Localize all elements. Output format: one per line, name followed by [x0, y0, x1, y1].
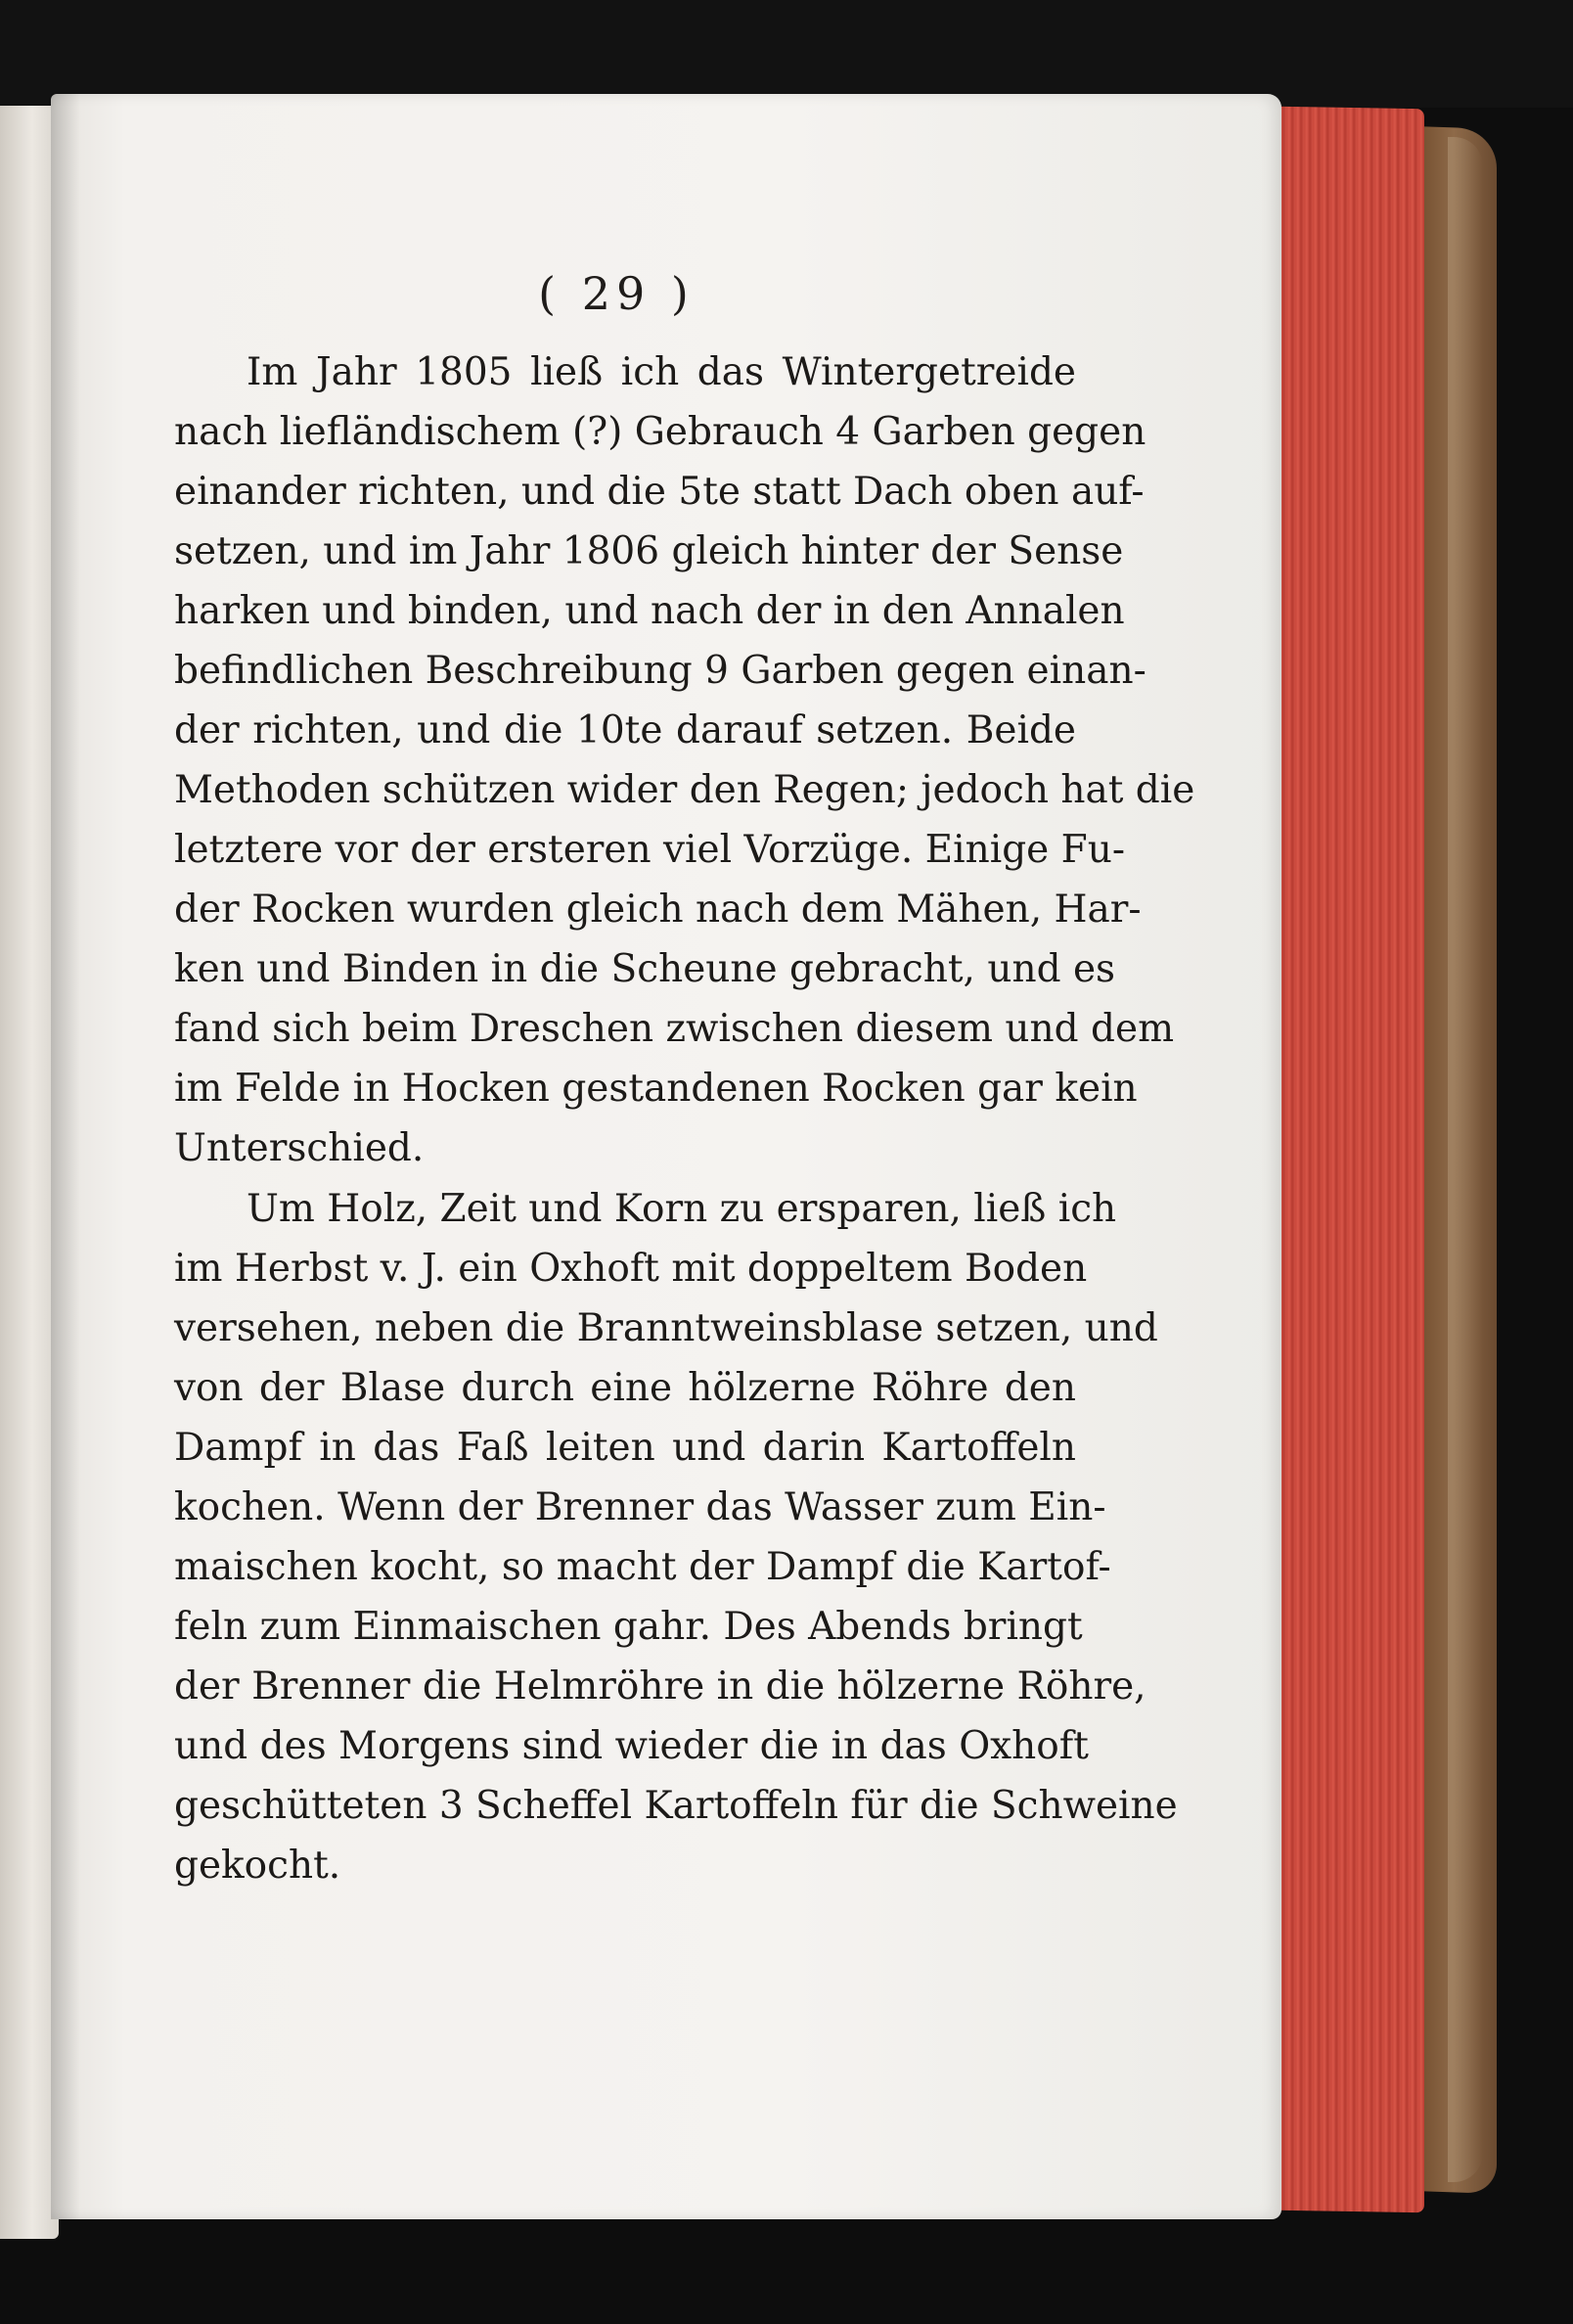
text-line: feln zum Einmaischen gahr. Des Abends bringt [174, 1605, 1083, 1649]
text-line: maischen kocht, so macht der Dampf die Kartof- [174, 1545, 1111, 1589]
cover-edge-highlight [1448, 137, 1483, 2182]
text-line: nach liefländischem (?) Gebrauch 4 Garben gegen [174, 410, 1146, 454]
text-line: setzen, und im Jahr 1806 gleich hinter der Sense [174, 529, 1124, 573]
text-line: geschütteten 3 Scheffel Kartoffeln für die Schweine [174, 1784, 1178, 1828]
red-page-edges [1278, 107, 1424, 2213]
text-line: Dampf in das Faß leiten und darin Kartoffeln [174, 1426, 1076, 1470]
text-line: harken und binden, und nach der in den Annalen [174, 589, 1125, 633]
text-line: im Felde in Hocken gestandenen Rocken gar kein [174, 1067, 1138, 1111]
page-gutter-shadow [51, 94, 80, 2219]
text-line: versehen, neben die Branntweinsblase setzen, und [174, 1306, 1158, 1350]
text-line: der Brenner die Helmröhre in die hölzerne Röhre, [174, 1664, 1146, 1709]
text-line: einander richten, und die 5te statt Dach oben auf- [174, 470, 1145, 514]
text-line: und des Morgens sind wieder die in das Oxhoft [174, 1724, 1089, 1768]
text-line: Im Jahr 1805 ließ ich das Wintergetreide [247, 350, 1076, 394]
page-number: ( 29 ) [538, 267, 695, 320]
text-line: von der Blase durch eine hölzerne Röhre den [174, 1366, 1076, 1410]
text-line: Unterschied. [174, 1126, 425, 1170]
paragraph-2 [174, 1179, 1178, 1895]
background-top [0, 0, 1573, 108]
text-line: Methoden schützen wider den Regen; jedoch hat die [174, 768, 1195, 812]
left-page-edge [0, 106, 59, 2239]
text-line: ken und Binden in die Scheune gebracht, und es [174, 947, 1116, 991]
text-line: im Herbst v. J. ein Oxhoft mit doppeltem Boden [174, 1247, 1088, 1291]
text-line: kochen. Wenn der Brenner das Wasser zum Ein- [174, 1485, 1106, 1529]
text-line: Um Holz, Zeit und Korn zu ersparen, ließ ich [247, 1187, 1117, 1231]
text-line: der Rocken wurden gleich nach dem Mähen, Har- [174, 888, 1142, 932]
text-line: der richten, und die 10te darauf setzen. Beide [174, 708, 1076, 752]
text-line: befindlichen Beschreibung 9 Garben gegen einan- [174, 649, 1146, 693]
paragraph-1 [174, 342, 1195, 1178]
text-line: gekocht. [174, 1844, 341, 1888]
text-line: letztere vor der ersteren viel Vorzüge. Einige Fu- [174, 828, 1126, 872]
text-line: fand sich beim Dreschen zwischen diesem und dem [174, 1007, 1175, 1051]
